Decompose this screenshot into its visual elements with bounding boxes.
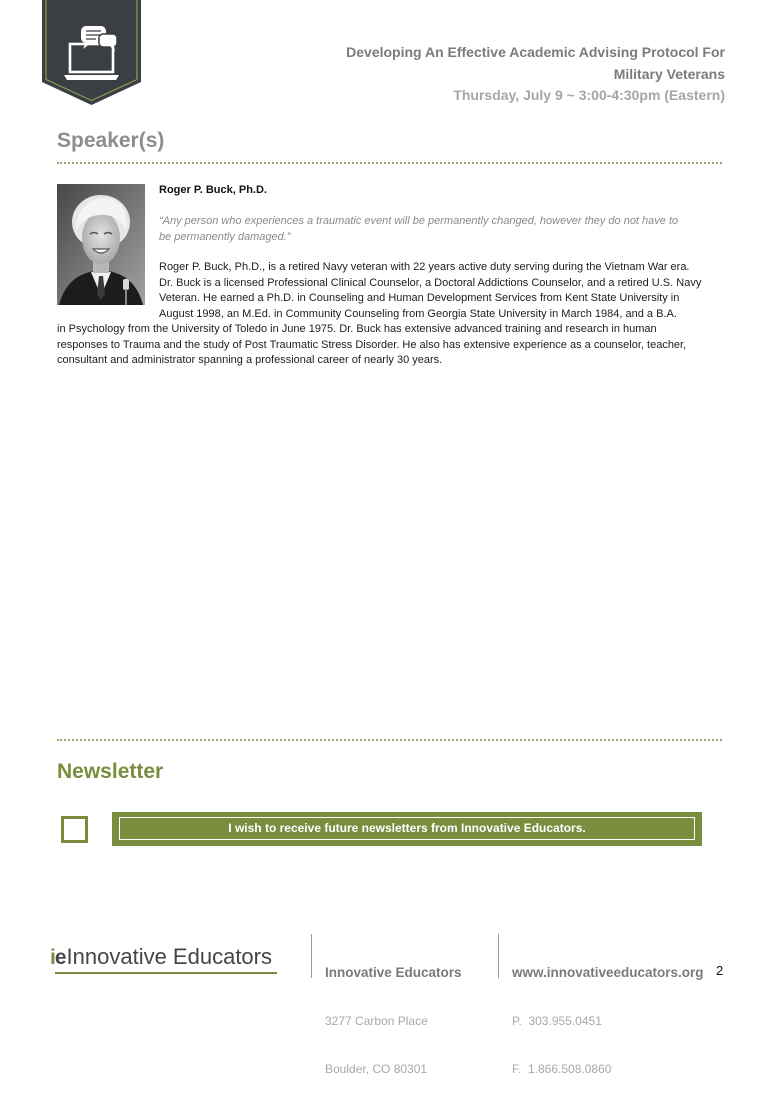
speakers-heading: Speaker(s) [57, 129, 165, 152]
webinar-date: Thursday, July 9 ~ 3:00-4:30pm (Eastern) [453, 87, 725, 103]
badge-shape [42, 0, 141, 105]
innovative-educators-logo [50, 944, 272, 970]
footer-phone: P. 303.955.0451 [512, 1014, 602, 1028]
logo-underline [55, 972, 277, 974]
footer-divider [311, 934, 312, 978]
footer-address-line: 3277 Carbon Place [325, 1014, 428, 1028]
speaker-name: Roger P. Buck, Ph.D. [159, 184, 267, 196]
newsletter-checkbox[interactable] [61, 816, 88, 843]
bio-line: Veteran. He earned a Ph.D. in Counseling and Human Development Services from Kent State University in [159, 292, 680, 304]
quote-line: be permanently damaged.” [159, 231, 291, 243]
logo-mark: ie [50, 946, 66, 969]
quote-line: “Any person who experiences a traumatic event will be permanently changed, however they do not have to [159, 215, 679, 227]
bio-line: responses to Trauma and the study of Post Traumatic Stress Disorder. He also has extensive experience as a counselor, teacher, [57, 338, 687, 351]
bio-line: in Psychology from the University of Toledo in June 1975. Dr. Buck has extensive advanced training and research in human [57, 323, 657, 335]
footer-contact [512, 933, 704, 1093]
bio-line: Roger P. Buck, Ph.D., is a retired Navy veteran with 22 years active duty serving during the Vietnam War era. [159, 261, 690, 273]
webinar-title-line: Military Veterans [613, 65, 725, 82]
webinar-title-block [346, 42, 725, 107]
footer-divider [498, 934, 499, 978]
footer-address [325, 933, 462, 1093]
bio-line: August 1998, an M.Ed. in Community Counseling from Georgia State University in March 1984, and a B.A. [159, 307, 677, 320]
webinar-title-line: Developing An Effective Academic Advising Protocol For [346, 44, 725, 60]
footer-org-name: Innovative Educators [325, 965, 462, 980]
bio-line: Dr. Buck is a licensed Professional Clinical Counselor, a Doctoral Addictions Counselor, and a retired U.S. Navy [159, 276, 702, 289]
speaker-bio [57, 260, 701, 369]
speaker-quote [159, 213, 678, 245]
footer-website: www.innovativeeducators.org [512, 965, 704, 980]
newsletter-label-bar [112, 812, 702, 846]
newsletter-heading: Newsletter [57, 760, 164, 783]
section-divider [57, 739, 722, 741]
footer-fax: F. 1.866.508.0860 [512, 1062, 612, 1076]
section-divider [57, 162, 722, 164]
bio-line: consultant and administrator spanning a professional career of nearly 30 years. [57, 354, 443, 366]
page-number: 2 [716, 963, 724, 978]
logo-text: Innovative Educators [66, 944, 272, 969]
header-badge [42, 0, 141, 105]
newsletter-label: I wish to receive future newsletters from Innovative Educators. [119, 817, 695, 840]
footer-address-line: Boulder, CO 80301 [325, 1062, 428, 1076]
